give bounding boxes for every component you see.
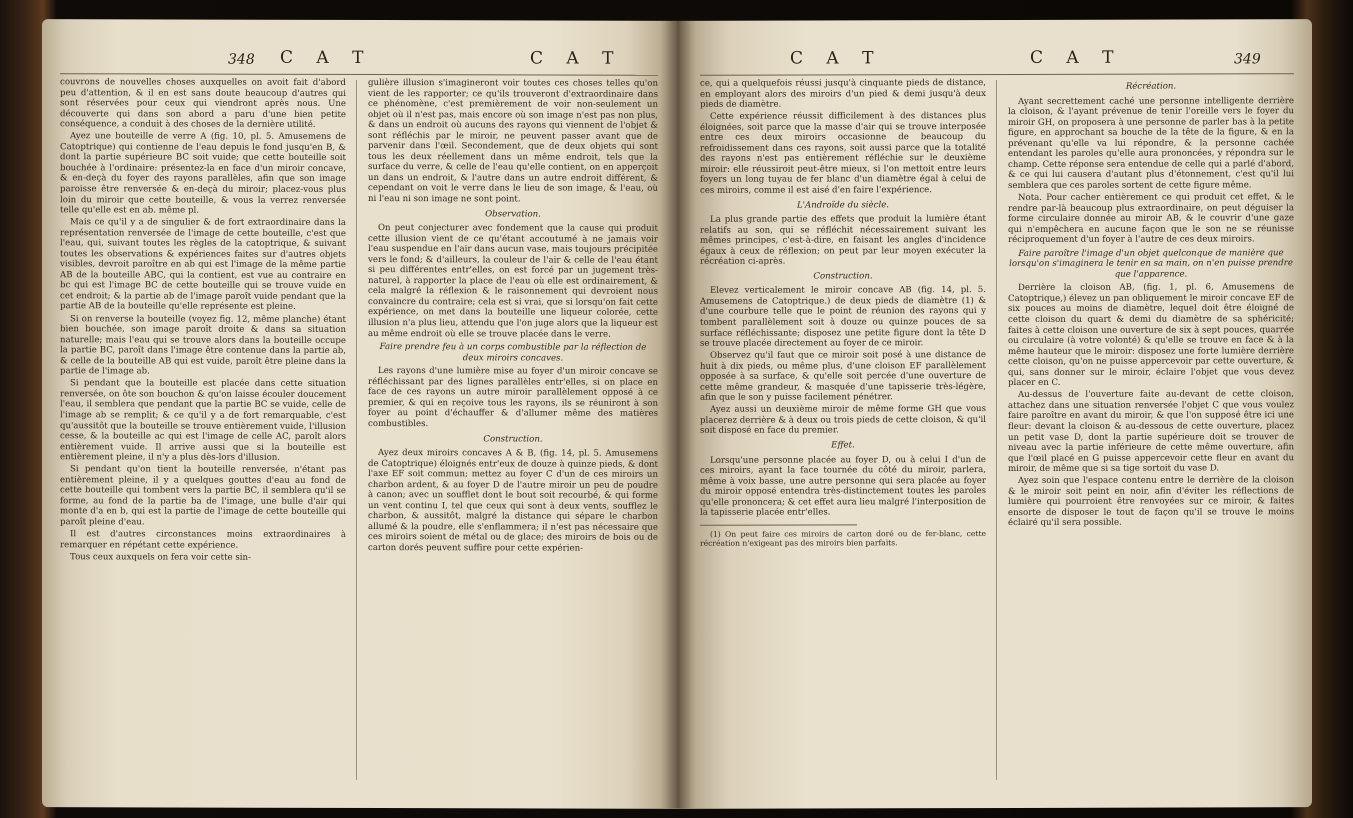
- paragraph: gulière illusion s'imagineront voir toutes ces choses telles qu'on vient de les rapporter; ce qu'ils trouveront d'extraordinaire dans ce phénomène, c'est premièrement de voir non-seulement un objet où il n'est pas, mais encore où son image n'est pas non plus, & dans un endroit où aucuns des rayons qui viennent de l'objet & sont réfléchis par le miroir, ne peuvent passer avant que de parvenir dans l'œil. Secondement, que de deux objets qui sont tous les deux réellement dans un même endroit, tels que la surface du verre, & celle de l'eau qu'elle contient, on en apperçoit un dans un endroit, & l'autre dans un autre endroit différent, & cependant on voit le verre dans le lieu de son image, & l'eau, où ni l'eau ni son image ne sont point.: [368, 78, 658, 205]
- paragraph: couvrons de nouvelles choses auxquelles on avoit fait d'abord peu d'attention, & il en est sans doute beaucoup d'autres qui sont réservées pour ceux qui viendront après nous. Une découverte qui dans son abord a paru d'une bien petite conséquence, a conduit à des choses de la dernière utilité.: [60, 77, 346, 131]
- paragraph: Tous ceux auxquels on fera voir cette sin-: [70, 551, 251, 563]
- right-header-rule: [700, 73, 1294, 76]
- left-header-rule: [60, 73, 658, 76]
- right-page-number: 349: [1234, 51, 1261, 68]
- right-column-1: [700, 78, 986, 550]
- nota-paragraph: Nota. Pour cacher entièrement ce qui produit cet effet, & le rendre par-là beaucoup plus extraordinaire, on peut déguiser la forme circulaire donnée au miroir AB, & le couvrir d'une gaze qui n'empêchera en aucune façon que le son ne se réunisse réciproquement d'un foyer à l'autre de ces deux miroirs.: [1008, 192, 1294, 246]
- left-column-1: [60, 77, 346, 564]
- paragraph: Au-dessus de l'ouverture faite au-devant de cette cloison, attachez dans une situation renversée l'objet C que vous voulez faire paroître en avant du miroir, & que l'on supposé être ici une fleur: devant la cloison & au-dessous de cette ouverture, placez un petit vase D, dont la partie supérieure doit se trouver de niveau avec la partie inférieure de cette même ouverture, afin que l'œil placé en G puisse appercevoir cette fleur en avant du miroir, de même que si sa tige sortoit du vase D.: [1008, 389, 1294, 475]
- right-header-col2: C A T: [1030, 47, 1123, 68]
- right-column-divider: [996, 80, 997, 780]
- left-column-2: [368, 78, 658, 556]
- section-title: L'Androïde du siècle.: [796, 199, 890, 211]
- section-title: Construction.: [813, 271, 873, 282]
- footnote: (1) On peut faire ces miroirs de carton doré ou de fer-blanc, cette récréation n'exigeant pas des miroirs bien parfaits.: [700, 528, 986, 549]
- left-header-col1: C A T: [280, 47, 373, 69]
- left-page-number: 348: [228, 51, 255, 68]
- paragraph: On peut conjecturer avec fondement que la cause qui produit cette illusion vient de ce qu'étant accoutumé à ne jamais voir l'eau suspendue en l'air dans aucun vase, mais toujours précipitée vers le fond; & d'ailleurs, la couleur de l'air & celle de l'eau étant si peu différentes entr'elles, on est forcé par un jugement très-naturel, à rapporter la place de l'eau où elle est ordinairement, & cela malgré la réflexion & le raisonnement qui devroient nous convaincre du contraire; cela est si vrai, que si lorsqu'on fait cette expérience, on met dans la bouteille une liqueur colorée, cette illusion n'a plus lieu, attendu que l'on juge alors que la liqueur est au même endroit où elle se trouve placée dans le verre.: [368, 223, 658, 340]
- right-page: [678, 19, 1312, 809]
- left-page: [42, 19, 678, 809]
- paragraph: Si pendant que la bouteille est placée dans cette situation renversée, on ôte son bouchon & qu'on laisse écouler doucement l'eau, il semblera que pendant que la partie BC se vuide, celle de l'image ab se remplit; & ce qu'il y a de fort remarquable, c'est qu'aussitôt que la bouteille se trouve entièrement vuide, l'illusion cesse, & la bouteille ac qui est l'image de celle AC, paroît alors entièrement vuide. Il arrive aussi que si la bouteille est entièrement pleine, il n'y a plus dès-lors d'illusion.: [60, 378, 346, 463]
- section-title: Effet.: [831, 440, 855, 451]
- right-header-col1: C A T: [790, 48, 883, 69]
- section-title: Construction.: [483, 433, 543, 444]
- paragraph: Mais ce qu'il y a de singulier & de fort extraordinaire dans la représentation renversée de l'image de cette bouteille, c'est que l'eau, qui, suivant toutes les règles de la catoptrique, & suivant toutes les observations & expériences faites sur d'autres objets visibles, devroit paroître en ab qui est l'image de la même partie AB de la bouteille ABC, qui la contient, est vue au contraire en bc qui est l'image BC de cette bouteille qui se trouve vuide en cet endroit; & la partie ab de l'image paroît vuide pendant que la partie AB de la bouteille qu'elle représente est pleine.: [60, 217, 346, 313]
- paragraph: Elevez verticalement le miroir concave AB (fig. 14, pl. 5. Amusemens de Catoptrique.) de deux pieds de diamètre (1) & d'une courbure telle que le point de réunion des rayons qui y tombent parallèlement soit à douze ou quinze pouces de sa surface réfléchissante; disposez une petite figure dont la tête D se trouve placée directement au foyer de ce miroir.: [700, 285, 986, 349]
- left-column-divider: [356, 80, 357, 780]
- paragraph: Si on renverse la bouteille (voyez fig. 12, même planche) étant bien bouchée, son image paroît droite & dans sa situation naturelle; mais l'eau qui se trouve alors dans la bouteille occupe la partie BC, paroît dans l'image être contenue dans la partie ab, & celle de la bouteille AB qui est vuide, paroît être pleine dans la partie de l'image ab.: [60, 313, 346, 377]
- right-column-2: [1008, 77, 1294, 530]
- paragraph: Observez qu'il faut que ce miroir soit posé à une distance de huit à dix pieds, ou même plus, d'une cloison EF parallèlement opposée à sa surface, & qu'elle soit percée d'une ouverture de cette même grandeur, & masquée d'une tapisserie très-légère, afin que le son y puisse facilement pénétrer.: [700, 350, 986, 404]
- paragraph: Cette expérience réussit difficilement à des distances plus éloignées, soit parce que la masse d'air qui se trouve interposée entre ces deux miroirs occasionne de beaucoup du refroidissement dans ces rayons, soit aussi parce que la totalité des rayons n'est pas entièrement réfléchie sur le deuxième miroir: elle réussiroit peut-être mieux, si l'on mettoit entre leurs foyers un long tuyau de fer blanc d'un diamètre égal à celui de ces miroirs, comme il est aisé d'en faire l'expérience.: [700, 111, 986, 196]
- left-header-col2: C A T: [530, 48, 623, 69]
- paragraph: Si pendant qu'on tient la bouteille renversée, n'étant pas entièrement pleine, il y a quelques gouttes d'eau au fond de cette bouteille qui tombent vers la partie BC, il semblera qu'il se forme, au fond de la partie ba de l'image, une bulle d'air qui monte d'a en b, qui est la partie de l'image de cette bouteille qui paroît pleine d'eau.: [60, 464, 346, 528]
- paragraph: Ayez une bouteille de verre A (fig. 10, pl. 5. Amusemens de Catoptrique) qui contienne de l'eau depuis le fond jusqu'en B, & dont la partie supérieure BC soit vuide; que cette bouteille soit bouchée à l'ordinaire: présentez-la en face d'un miroir concave, & en-deçà du foyer des rayons parallèles, afin que son image paroisse être renversée & en-deçà du miroir; placez-vous plus loin du miroir que cette bouteille, & vous la verrez renversée telle qu'elle est en ab. même pl.: [60, 131, 346, 216]
- paragraph: Ayez deux miroirs concaves A & B, (fig. 14, pl. 5. Amusemens de Catoptrique) éloignés entr'eux de douze à quinze pieds, & dont l'axe EF soit commun; mettez au foyer C d'un de ces miroirs un charbon ardent, & au foyer D de l'autre miroir un peu de poudre à canon; avec un soufflet dont le bout soit recourbé, & qui forme un vent continu I, tel que ceux qui sont à deux vents, soufflez le charbon, & aussitôt, malgré la distance qui sépare le charbon allumé & la poudre, elle s'enflammera; il n'est pas nécessaire que ces miroirs soient de métal ou de glace; des miroirs de bois ou de carton dorés peuvent suffire pour cette expérien-: [368, 448, 658, 554]
- paragraph: Il est d'autres circonstances moins extraordinaires à remarquer en répétant cette expérience.: [60, 529, 346, 551]
- section-title: Récréation.: [1125, 81, 1177, 92]
- paragraph: Ayant secrettement caché une personne intelligente derrière la cloison, & l'ayant prévenue de tenir l'oreille vers le foyer du miroir GH, on proposera à une personne de parler bas à la petite figure, en approchant sa bouche de la tête de la figure, & en la prévenant qu'elle va lui répondre, & la personne cachée entendant les paroles qu'elle aura prononcées, y répondra sur le champ. Cette réponse sera entendue de celle qui a parlé d'abord, & ce qui lui causera d'autant plus d'étonnement, c'est qu'il lui semblera que ces paroles sortent de cette figure même.: [1008, 95, 1294, 191]
- footnote-rule: [700, 524, 857, 525]
- paragraph: Ayez soin que l'espace contenu entre le derrière de la cloison & le miroir soit peint en noir, afin d'éviter les réflections de lumière qui pourroient être renvoyées sur ce miroir, & faites ensorte de disposer le tout de façon qu'il se trouve le moins éclairé qu'il sera possible.: [1008, 475, 1294, 529]
- paragraph: ce, qui a quelquefois réussi jusqu'à cinquante pieds de distance, en employant alors des miroirs d'un pied & demi jusqu'à deux pieds de diamètre.: [700, 78, 986, 110]
- section-title: Faire paroître l'image d'un objet quelconque de manière que lorsqu'on s'imaginera le tenir en sa main, on n'en puisse prendre que l'apparence.: [1009, 247, 1293, 280]
- paragraph: Les rayons d'une lumière mise au foyer d'un miroir concave se réfléchissant par des lignes parallèles entr'elles, si on place en face de ces rayons un autre miroir parallèlement opposé à ce premier, & qui en reçoive tous les rayons, ils se réuniront à son foyer au point d'échauffer & d'allumer même des matières combustibles.: [368, 366, 658, 430]
- section-title: Faire prendre feu à un corps combustible par la réflection de deux miroirs concaves.: [379, 342, 647, 364]
- paragraph: Lorsqu'une personne placée au foyer D, ou à celui I d'un de ces miroirs, ayant la face tournée du côté du miroir, parlera, même à voix basse, une autre personne qui sera placée au foyer du miroir opposé entendra très-distinctement toutes les paroles qu'elle prononcera; & cet effet aura lieu malgré l'interposition de la tapisserie placée entr'elles.: [700, 454, 986, 519]
- section-title: Observation.: [485, 208, 541, 220]
- paragraph: La plus grande partie des effets que produit la lumière étant relatifs au son, qui se réfléchit nécessairement suivant les mêmes principes, c'est-à-dire, en faisant les angles d'incidence égaux à ceux de réflexion; on peut par leur moyen exécuter la récréation ci-après.: [700, 214, 986, 268]
- paragraph: Ayez aussi un deuxième miroir de même forme GH que vous placerez derrière & à deux ou trois pieds de cette cloison, & qu'il soit disposé en face du premier.: [700, 404, 986, 437]
- paragraph: Derrière la cloison AB, (fig. 1, pl. 6, Amusemens de Catoptrique,) élevez un pan obliquement le miroir concave EF de six pouces au moins de diamètre, lequel doit être éloigné de cette cloison du quart & demi du diamètre de sa sphéricité; faites à cette cloison une ouverture de six à sept pouces, quarrée ou circulaire (à votre volonté) & qu'elle se trouve en face & à la même hauteur que le miroir: disposez une forte lumière derrière cette cloison, qu'on ne puisse appercevoir par cette ouverture, & qui, sans donner sur le miroir, éclaire l'objet que vous devez placer en C.: [1008, 282, 1294, 389]
